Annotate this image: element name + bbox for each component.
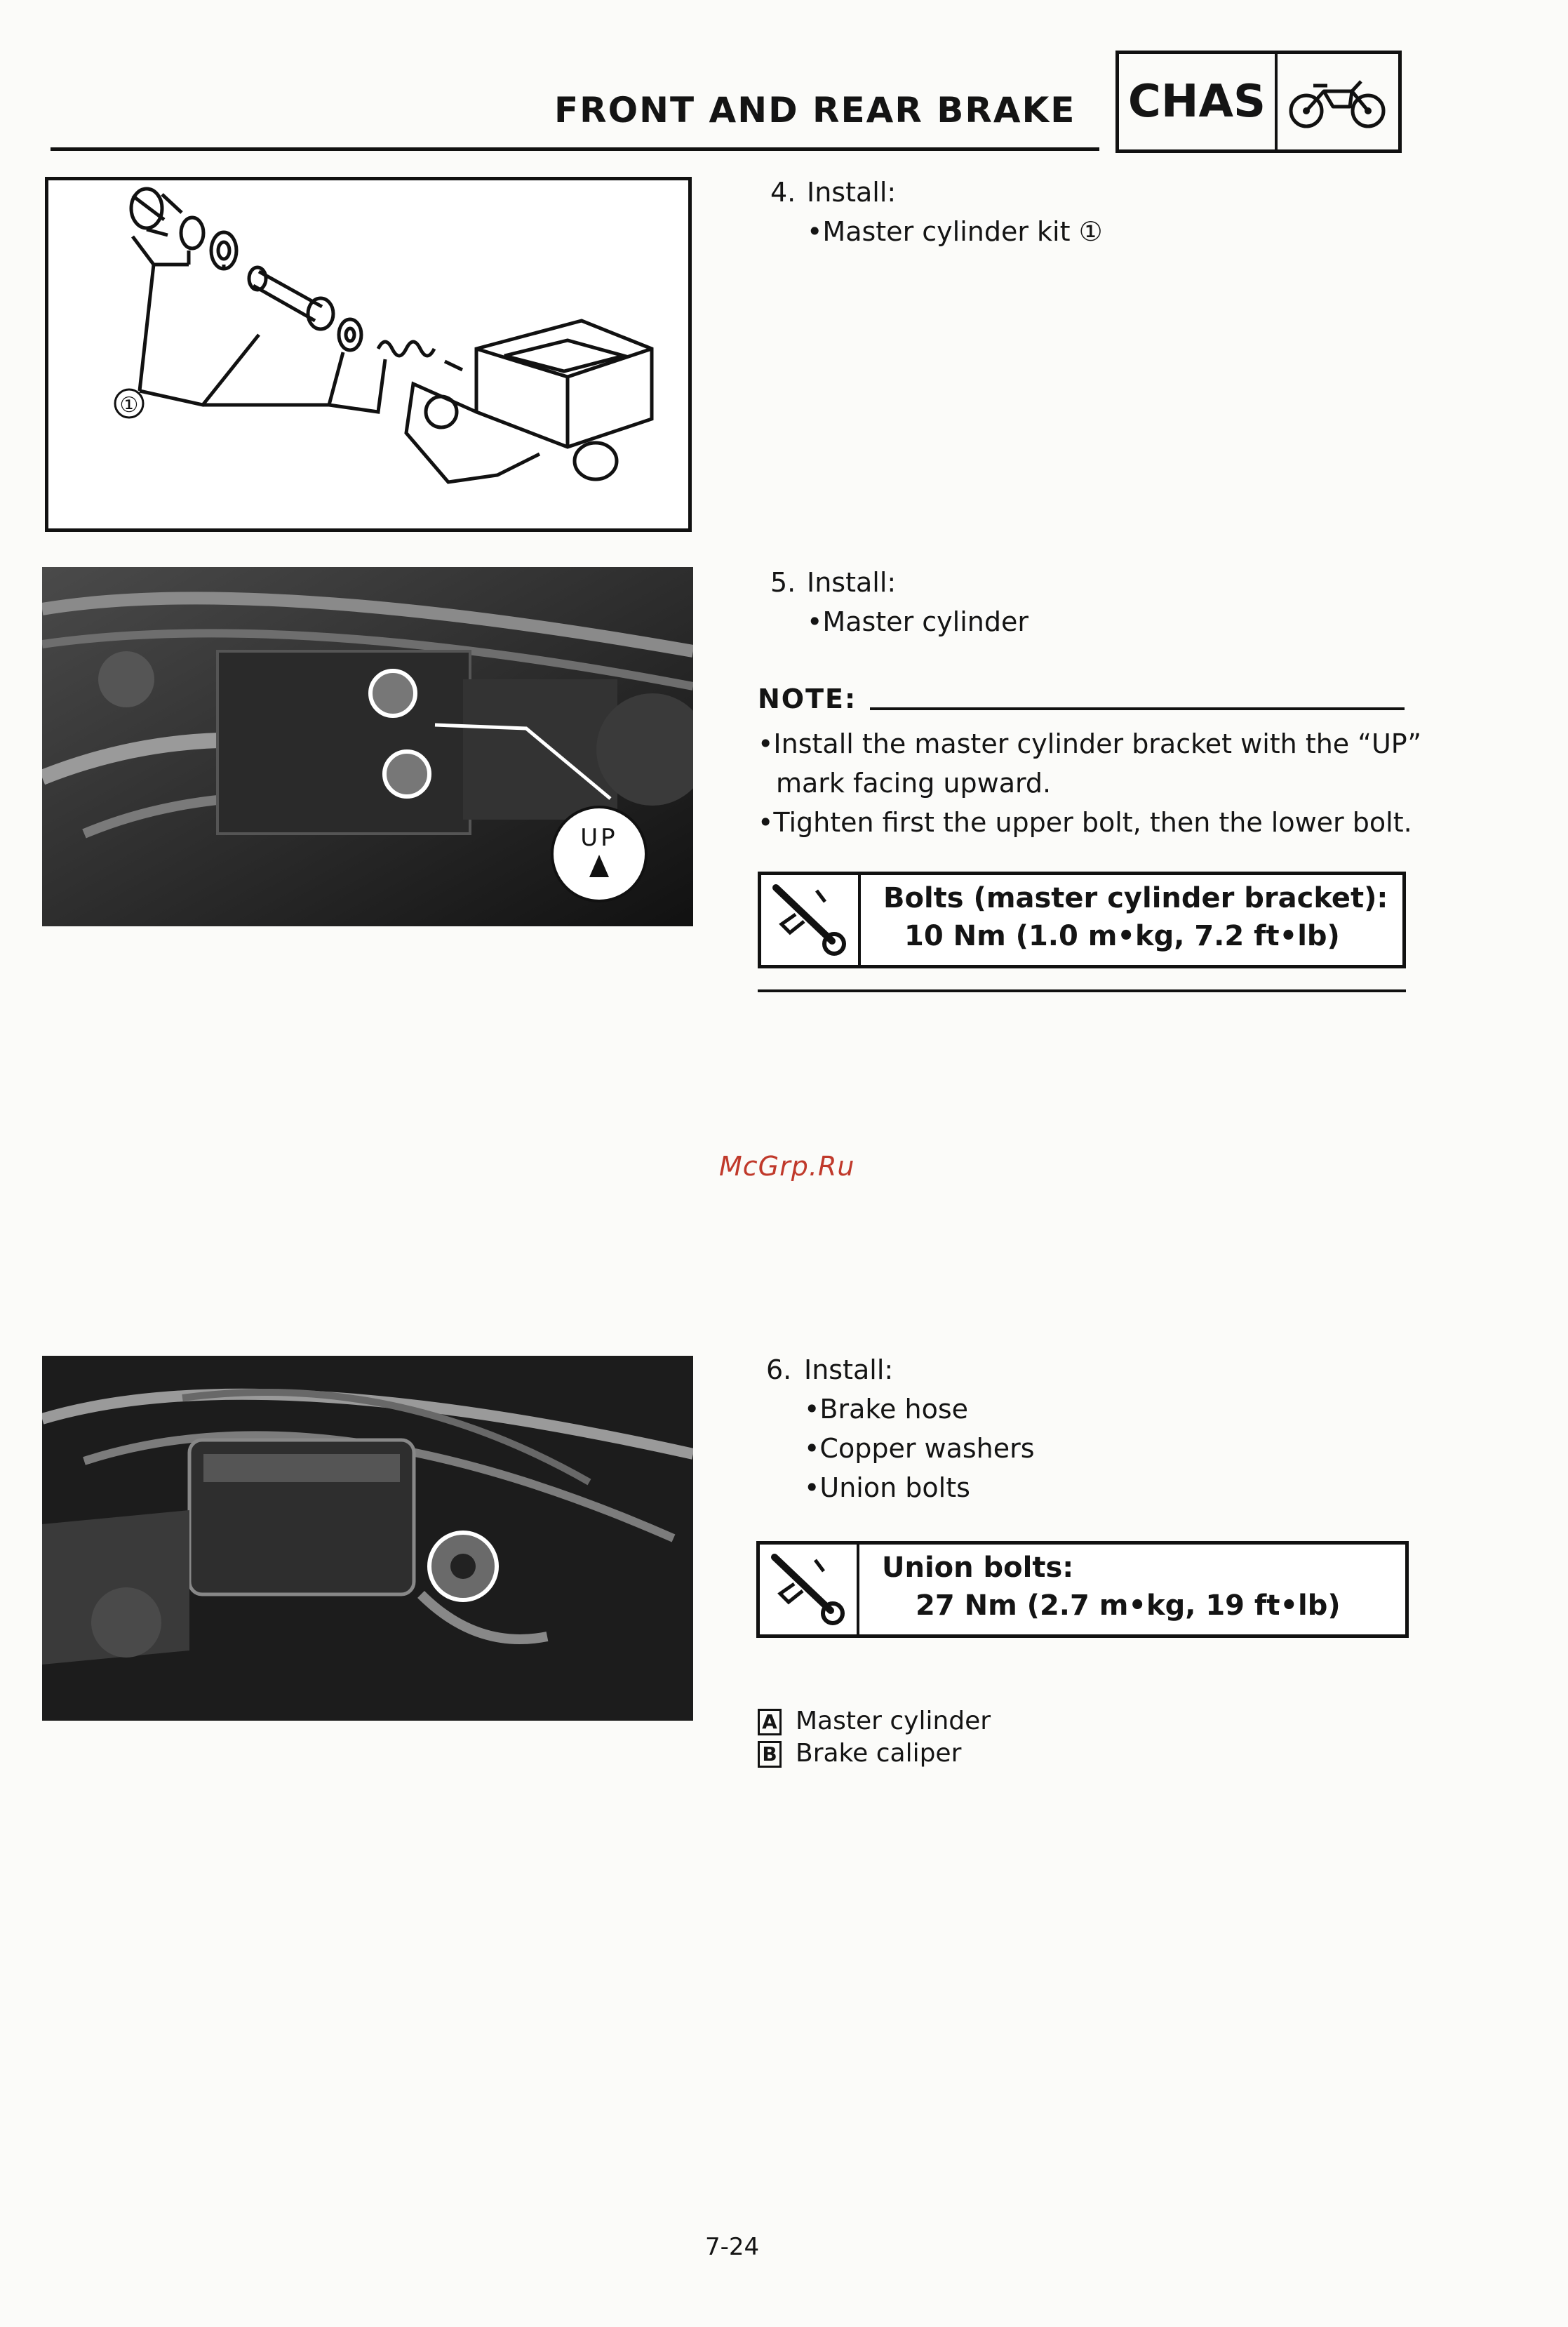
legend-key-b: B bbox=[758, 1741, 782, 1768]
motorcycle-icon bbox=[1278, 54, 1398, 149]
step-6-label: Install: bbox=[804, 1354, 894, 1385]
step-5-number: 5. bbox=[770, 567, 796, 598]
step-4-number: 4. bbox=[770, 177, 796, 208]
step-5-label: Install: bbox=[807, 567, 897, 598]
torque-spec-bracket-bolts bbox=[758, 872, 1406, 968]
torque-wrench-icon bbox=[761, 875, 861, 965]
page-title: FRONT AND REAR BRAKE bbox=[554, 90, 1076, 131]
legend-text-a: Master cylinder bbox=[796, 1707, 991, 1735]
note-rule bbox=[870, 707, 1405, 710]
note-item-2: •Tighten first the upper bolt, then the lower bolt. bbox=[758, 807, 1412, 838]
step-4-item: •Master cylinder kit ① bbox=[807, 216, 1103, 247]
torque-1-title: Bolts (master cylinder bracket): bbox=[883, 882, 1388, 914]
fig1-callout: ① bbox=[119, 393, 139, 418]
up-mark-label: UP bbox=[580, 824, 618, 852]
torque-2-value: 27 Nm (2.7 m•kg, 19 ft•lb) bbox=[916, 1589, 1341, 1622]
step-6-item-3: •Union bolts bbox=[804, 1472, 970, 1503]
torque-2-title: Union bolts: bbox=[882, 1552, 1074, 1584]
header-rule bbox=[51, 147, 1099, 151]
step-6-number: 6. bbox=[766, 1354, 792, 1385]
watermark: McGrp.Ru bbox=[719, 1151, 855, 1182]
torque-1-value: 10 Nm (1.0 m•kg, 7.2 ft•lb) bbox=[904, 920, 1340, 952]
torque-spec-union-bolts bbox=[756, 1541, 1409, 1638]
step-6-item-1: •Brake hose bbox=[804, 1394, 969, 1425]
page-number: 7-24 bbox=[705, 2233, 760, 2261]
figure-master-cylinder-kit bbox=[45, 177, 692, 532]
torque-wrench-icon bbox=[760, 1545, 859, 1634]
legend-text-b: Brake caliper bbox=[796, 1739, 962, 1768]
note-item-1-cont: mark facing upward. bbox=[776, 768, 1052, 799]
step-6-item-2: •Copper washers bbox=[804, 1433, 1035, 1464]
step-5-item: •Master cylinder bbox=[807, 606, 1028, 637]
legend-key-a: A bbox=[758, 1709, 782, 1735]
section-badge bbox=[1115, 51, 1402, 153]
note-end-rule bbox=[758, 989, 1406, 992]
legend-item-a bbox=[758, 1707, 991, 1735]
note-heading: NOTE: bbox=[758, 684, 857, 714]
step-4-label: Install: bbox=[807, 177, 897, 208]
note-item-1: •Install the master cylinder bracket with the “UP” bbox=[758, 728, 1422, 759]
up-mark-callout bbox=[551, 806, 648, 902]
photo-brake-hose-installed bbox=[42, 1356, 693, 1721]
section-code: CHAS bbox=[1119, 54, 1278, 149]
legend-item-b bbox=[758, 1739, 961, 1768]
up-arrow-icon bbox=[585, 852, 613, 880]
